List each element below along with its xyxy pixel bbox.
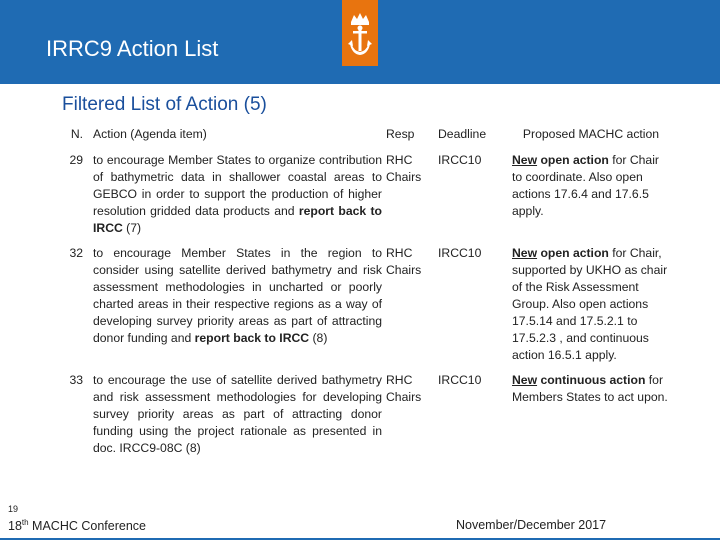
conference-date: November/December 2017 (456, 518, 607, 532)
action-number: 29 (69, 153, 83, 167)
page-number: 19 (8, 504, 19, 514)
conference-name: 18th MACHC Conference (8, 518, 146, 534)
col-header-proposed: Proposed MACHC action (522, 127, 660, 141)
table-row (48, 245, 672, 372)
deadline: IRCC10 (438, 246, 482, 260)
table-row (48, 152, 672, 245)
responsible: RHC Chairs (386, 373, 422, 404)
responsible: RHC Chairs (386, 246, 422, 277)
col-header-resp: Resp (386, 127, 415, 141)
action-text: to encourage the use of satellite derived bathymetry and risk assessment methodologies for developing survey priority areas as part of attracting donor funding using the project rationale as presented in doc. IRCC9-08C (8) (93, 373, 382, 455)
anchor-crown-icon (342, 0, 378, 66)
slide-title: IRRC9 Action List (46, 36, 219, 61)
action-text: to encourage Member States in the region to consider using satellite derived bathymetry and risk assessment methodologies in uncharted or poorly charted areas in their respective regions as a way of developing survey priority areas as part of attracting donor funding and report back to IRCC (8) (93, 246, 382, 345)
proposed-action: New continuous action for Members States to act upon. (512, 373, 668, 404)
col-header-deadline: Deadline (438, 127, 487, 141)
action-text: to encourage Member States to organize contribution of bathymetric data in shallower coastal areas to GEBCO in order to support the production of higher resolution gridded data products and report back to IRCC (7) (93, 153, 382, 235)
table-header-row (48, 126, 672, 152)
responsible: RHC Chairs (386, 153, 422, 184)
proposed-action: New open action for Chair to coordinate. Also open actions 17.6.4 and 17.6.5 apply. (512, 153, 659, 218)
deadline: IRCC10 (438, 373, 482, 387)
col-header-action: Action (Agenda item) (93, 127, 207, 141)
proposed-action: New open action for Chair, supported by UKHO as chair of the Risk Assessment Group. Also open actions 17.5.14 and 17.5.2.1 to 17.5.2.3 , and continuous action 16.5.1 apply. (512, 246, 668, 362)
deadline: IRCC10 (438, 153, 482, 167)
action-number: 33 (69, 373, 83, 387)
action-table (48, 126, 672, 457)
emblem-badge (342, 0, 378, 66)
table-row (48, 372, 672, 457)
col-header-number: N. (70, 127, 83, 141)
header-bar (0, 0, 720, 84)
action-number: 32 (69, 246, 83, 260)
table-subtitle: Filtered List of Action (5) (62, 94, 267, 115)
